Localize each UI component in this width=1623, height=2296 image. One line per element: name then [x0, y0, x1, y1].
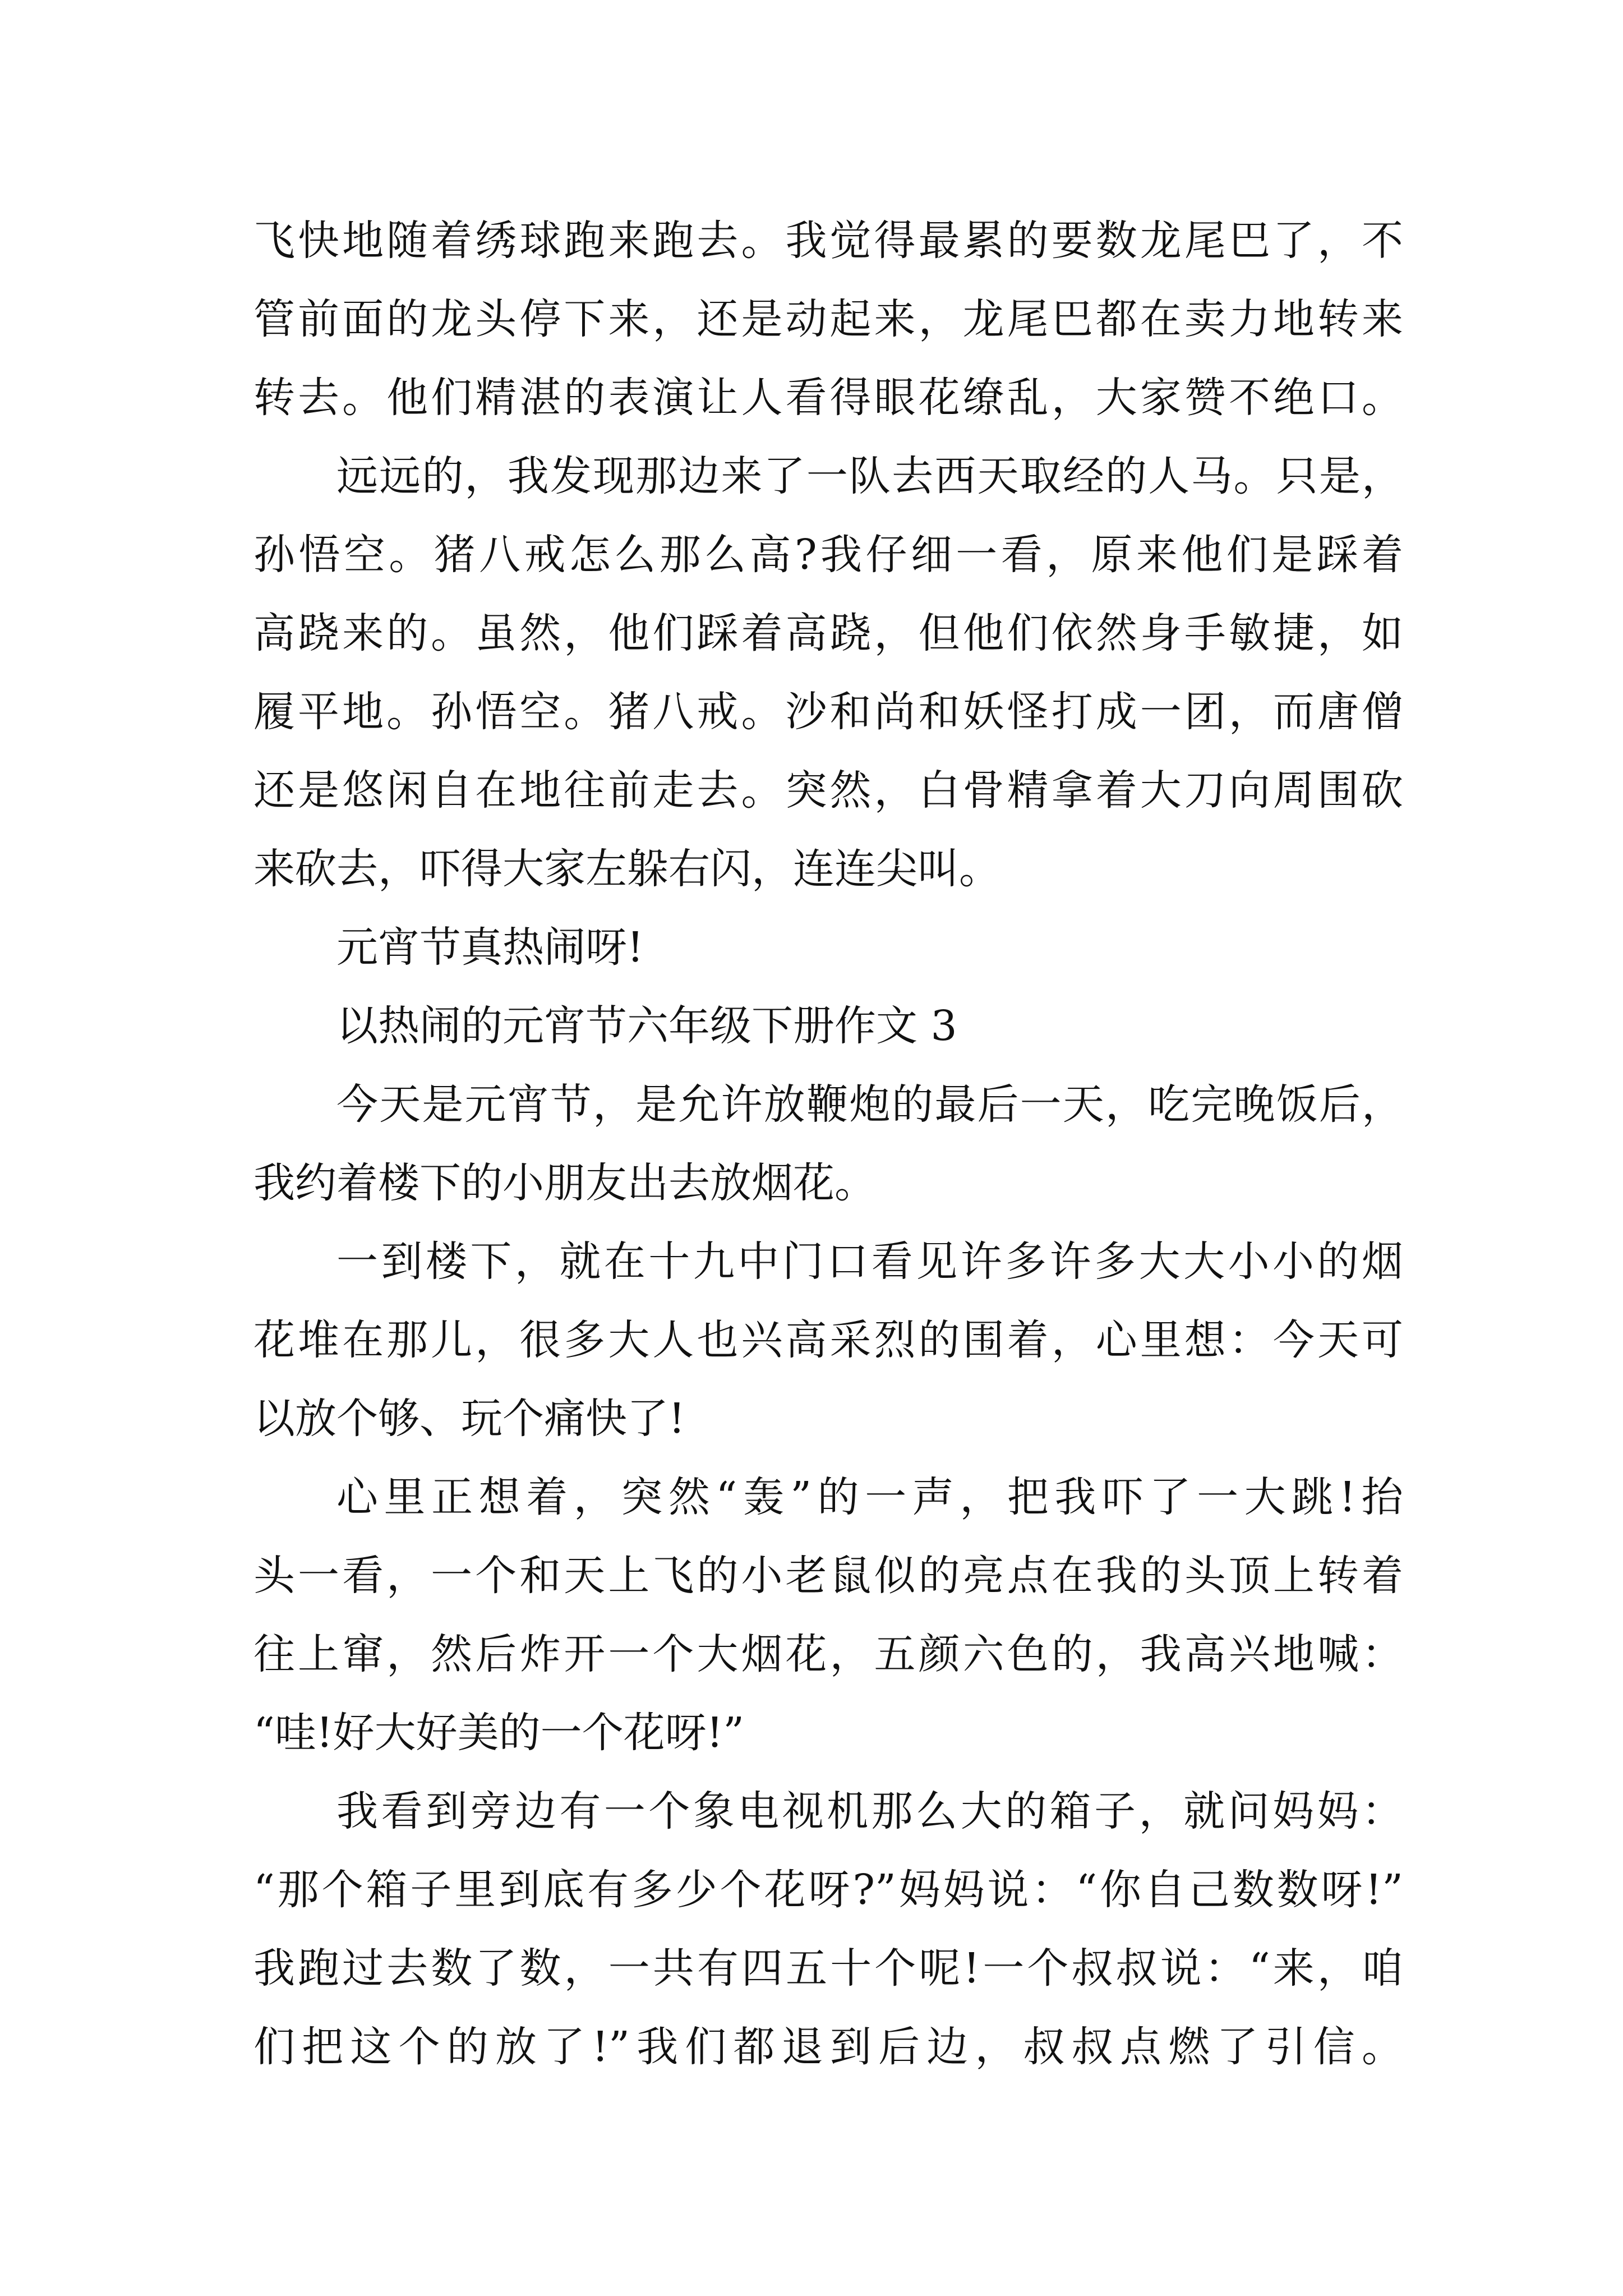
text-line: 高跷来的。虽然，他们踩着高跷，但他们依然身手敏捷，如: [253, 609, 1403, 657]
text-line: 孙悟空。猪八戒怎么那么高?我仔细一看，原来他们是踩着: [253, 531, 1403, 579]
text-line: 转去。他们精湛的表演让人看得眼花缭乱，大家赞不绝口。: [253, 374, 1403, 422]
text-line: 以放个够、玩个痛快了!: [253, 1395, 685, 1443]
text-line: 飞快地随着绣球跑来跑去。我觉得最累的要数龙尾巴了，不: [253, 217, 1403, 265]
paragraph-first-line: 心里正想着，突然“轰”的一声，把我吓了一大跳!抬: [336, 1473, 1403, 1521]
text-line: 我跑过去数了数，一共有四五十个呢!一个叔叔说：“来，咱: [253, 1944, 1403, 1993]
paragraph-first-line: 我看到旁边有一个象电视机那么大的箱子，就问妈妈：: [336, 1787, 1403, 1835]
text-line: 花堆在那儿，很多大人也兴高采烈的围着，心里想：今天可: [253, 1316, 1403, 1364]
text-line: “哇!好大好美的一个花呀!”: [253, 1709, 745, 1757]
text-line: 履平地。孙悟空。猪八戒。沙和尚和妖怪打成一团，而唐僧: [253, 688, 1403, 736]
text-line: 往上窜，然后炸开一个大烟花，五颜六色的，我高兴地喊：: [253, 1630, 1403, 1678]
text-line: 们把这个的放了!”我们都退到后边，叔叔点燃了引信。: [253, 2023, 1403, 2071]
paragraph-first-line: 远远的，我发现那边来了一队去西天取经的人马。只是，: [336, 452, 1403, 500]
text-line: 我约着楼下的小朋友出去放烟花。: [253, 1159, 876, 1207]
section-heading: 以热闹的元宵节六年级下册作文 3: [336, 1002, 957, 1050]
text-line: 管前面的龙头停下来，还是动起来，龙尾巴都在卖力地转来: [253, 295, 1403, 343]
text-line: 头一看，一个和天上飞的小老鼠似的亮点在我的头顶上转着: [253, 1552, 1403, 1600]
text-line: 来砍去，吓得大家左躲右闪，连连尖叫。: [253, 845, 1000, 893]
paragraph-first-line: 一到楼下，就在十九中门口看见许多许多大大小小的烟: [336, 1237, 1403, 1286]
text-line: 还是悠闲自在地往前走去。突然，白骨精拿着大刀向周围砍: [253, 766, 1403, 815]
paragraph-first-line: 元宵节真热闹呀!: [336, 923, 644, 972]
text-line: “那个箱子里到底有多少个花呀?”妈妈说：“你自己数数呀!”: [253, 1866, 1403, 1914]
paragraph-first-line: 今天是元宵节，是允许放鞭炮的最后一天，吃完晚饭后，: [336, 1080, 1403, 1129]
